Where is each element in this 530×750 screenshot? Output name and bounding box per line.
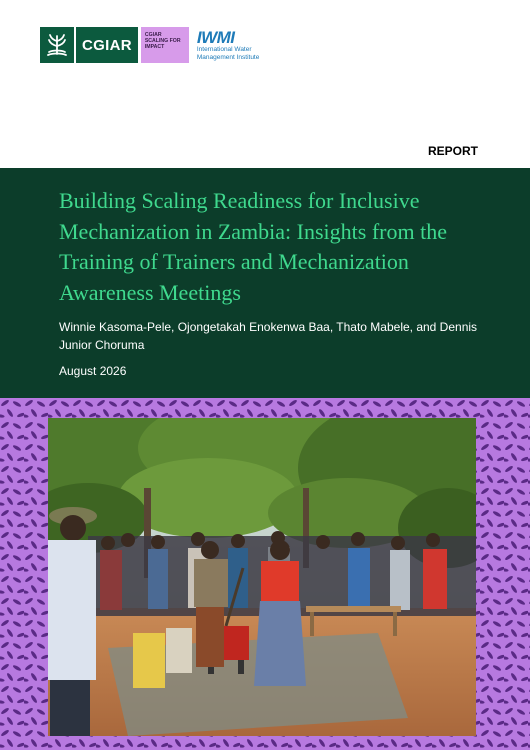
cgiar-logo-text: CGIAR: [76, 27, 138, 63]
cgiar-wheat-icon: [40, 27, 74, 63]
scaling-for-impact-logo: CGIAR SCALING FOR IMPACT: [141, 27, 189, 63]
iwmi-logo: [197, 27, 260, 63]
publication-date: August 2026: [59, 364, 127, 378]
logo-bar: [40, 27, 259, 63]
iwmi-logo-mark: IWMI: [196, 28, 235, 47]
report-title: Building Scaling Readiness for Inclusive Mechanization in Zambia: Insights from the Training of Trainers and Mechanization Awareness Meetings: [59, 188, 447, 305]
document-type-label: REPORT: [427, 144, 478, 158]
authors: Winnie Kasoma-Pele, Ojongetakah Enokenwa Baa, Thato Mabele, and Dennis Junior Choruma: [59, 320, 478, 352]
iwmi-logo-subtitle: International Water Management Institute: [196, 46, 260, 61]
cover-photo: [48, 418, 476, 736]
